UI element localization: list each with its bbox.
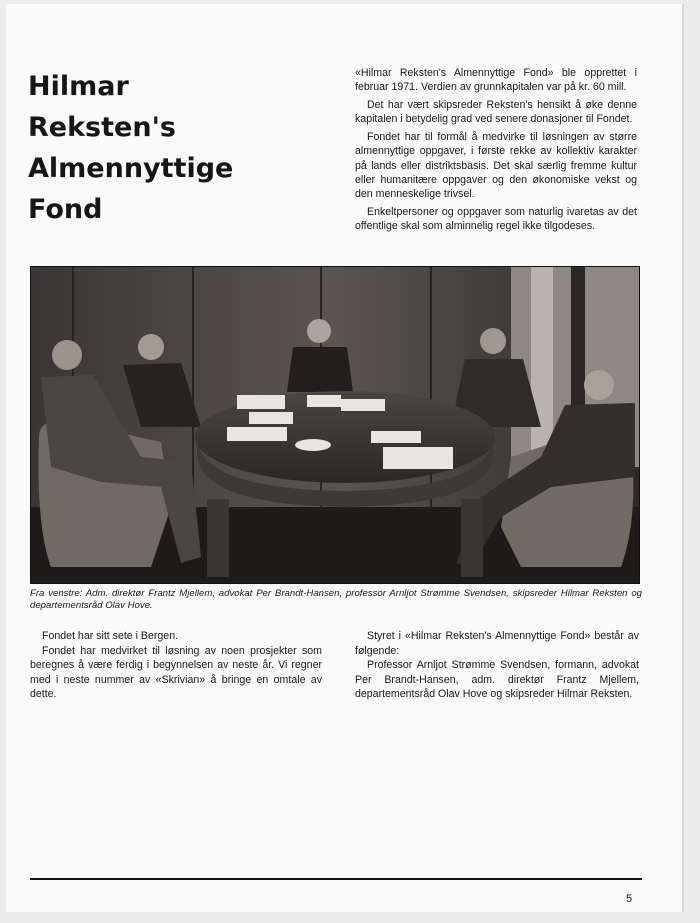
title-line: Hilmar xyxy=(28,71,129,102)
intro-text xyxy=(355,66,637,237)
page-number: 5 xyxy=(626,893,633,905)
magazine-page xyxy=(6,4,682,912)
right-column xyxy=(355,629,639,702)
body-paragraph: Fondet har medvirket til løsning av noen prosjekter som beregnes å være ferdig i begynnelsen av neste år. Vi regner med i neste nummer av «Skrivian» å bringe en omtale av dette. xyxy=(30,644,322,701)
left-column xyxy=(30,629,322,702)
title-line: Fond xyxy=(28,194,103,225)
body-paragraph: Fondet har sitt sete i Bergen. xyxy=(42,630,179,642)
title-line: Reksten's xyxy=(28,112,176,143)
footer-rule xyxy=(30,878,642,880)
intro-paragraph: Enkeltpersoner og oppgaver som naturlig ivaretas av det offentlige skal som alminnelig regel ikke tilgodeses. xyxy=(355,205,637,232)
intro-paragraph: Det har vært skipsreder Reksten's hensikt å øke denne kapitalen i betydelig grad ved senere donasjoner til Fondet. xyxy=(355,99,637,126)
intro-paragraph: Fondet har til formål å medvirke til løsningen av større almennyttige oppgaver, i første rekke av kollektiv karakter på lands eller distriktsbasis. Det skal særlig fremme kultur eller humanitære oppgaver og den økonomiske vekst og den menneskelige trivsel. xyxy=(355,131,637,200)
body-paragraph: Styret i «Hilmar Reksten's Almennyttige Fond» består av følgende: xyxy=(355,630,639,657)
body-paragraph: Professor Arnljot Strømme Svendsen, formann, advokat Per Brandt-Hansen, adm. direktør Frantz Mjellem, departementsråd Olav Hove og skipsreder Hilmar Reksten. xyxy=(355,659,639,701)
board-meeting-photo xyxy=(30,266,640,584)
article-title xyxy=(28,66,233,230)
title-line: Almennyttige xyxy=(28,153,234,184)
intro-paragraph: «Hilmar Reksten's Almennyttige Fond» ble opprettet i februar 1971. Verdien av grunnkapitalen var på kr. 60 mill. xyxy=(355,67,637,94)
photo-caption: Fra venstre: Adm. direktør Frantz Mjellem, advokat Per Brandt-Hansen, professor Arnljot Strømme Svendsen, skipsreder Hilmar Reksten og departementsråd Olav Hove. xyxy=(30,588,642,611)
